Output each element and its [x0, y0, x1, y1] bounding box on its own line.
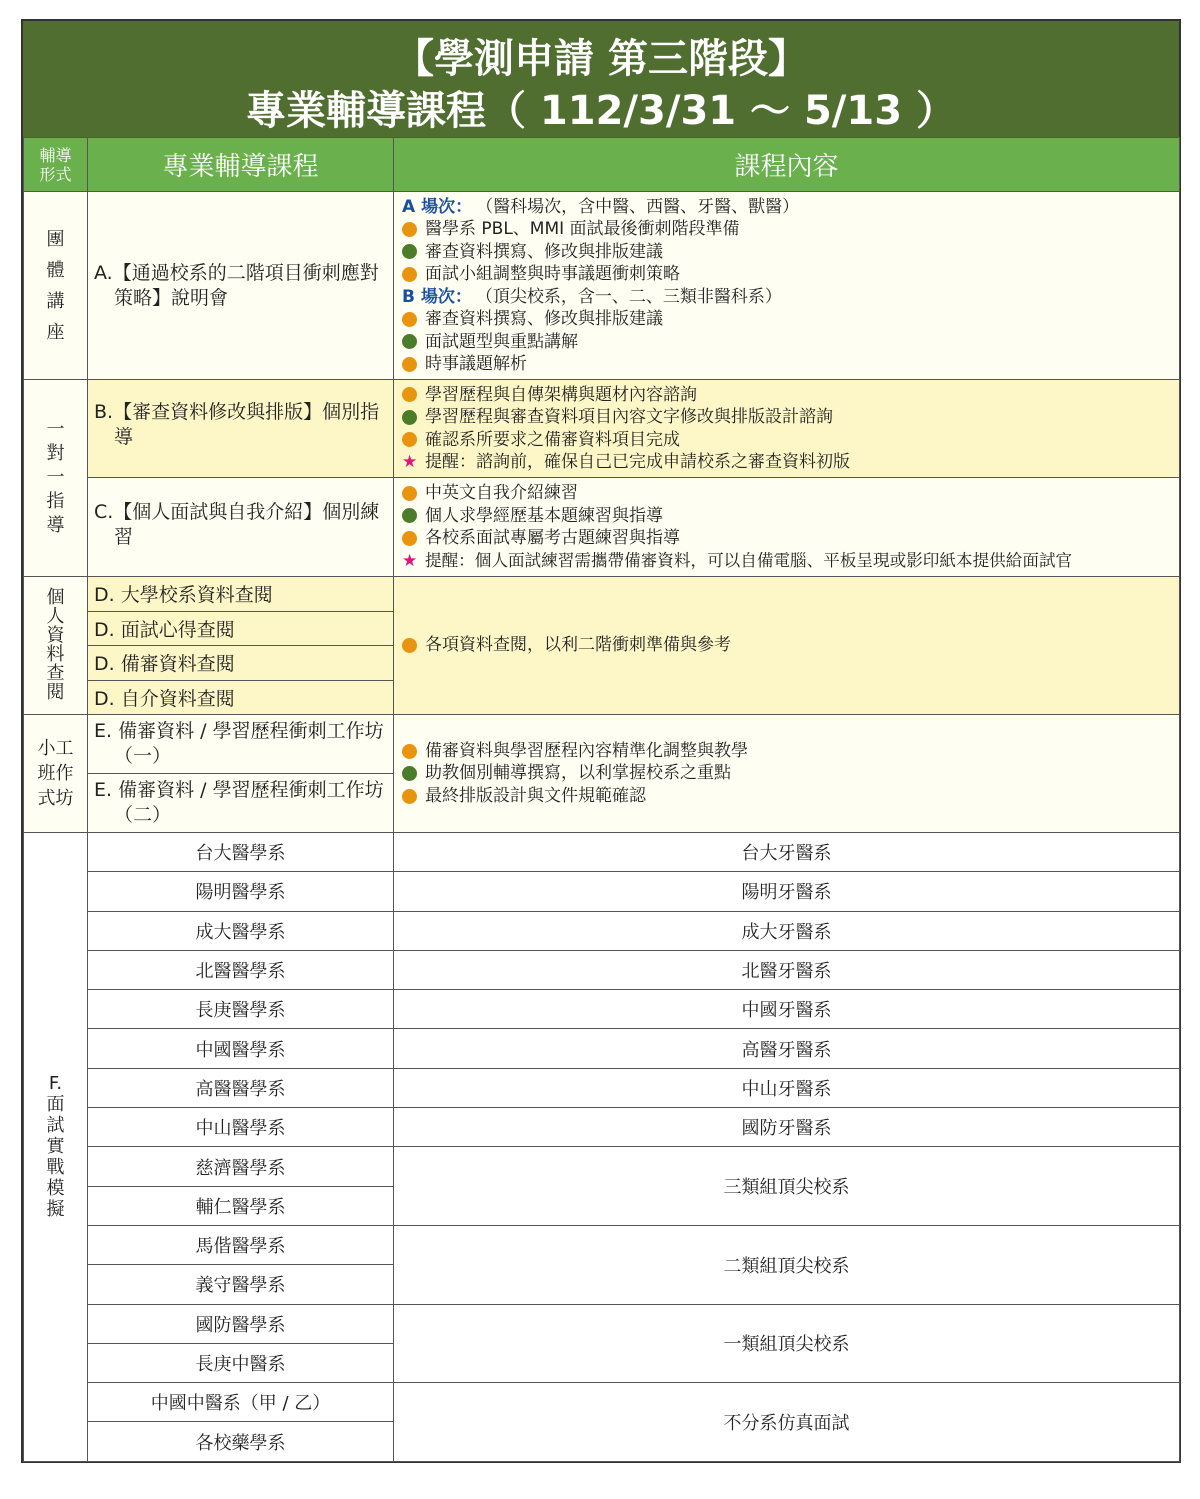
mock-row: [24, 950, 1180, 989]
list-item: 面試題型與重點講解: [402, 331, 1171, 354]
header-form: 輔導形式: [24, 138, 88, 192]
session-a-line: A 場次： （醫科場次，含中醫、西醫、牙醫、獸醫）: [402, 196, 800, 217]
workshop-e-row: [24, 715, 1180, 774]
mock-row: [24, 1108, 1180, 1147]
mock-left-cell: 國防醫學系: [88, 1304, 394, 1343]
form-mock-interview: F.面試實戰模擬: [24, 833, 88, 1462]
star-icon: ★: [402, 550, 418, 571]
group-lecture-row: [24, 192, 1180, 380]
orange-bullet-icon: [402, 432, 417, 447]
mock-row: [24, 990, 1180, 1029]
mock-row: [24, 1068, 1180, 1107]
course-c: C.【個人面試與自我介紹】個別練習: [88, 478, 394, 577]
mock-right-cell: 高醫牙醫系: [394, 1029, 1180, 1068]
session-b-label: B 場次：: [402, 286, 472, 307]
list-item: 審查資料撰寫、修改與排版建議: [402, 308, 1171, 331]
orange-bullet-icon: [402, 222, 417, 237]
mock-left-cell: 中國中醫系（甲 / 乙）: [88, 1383, 394, 1422]
mock-left-cell: 各校藥學系: [88, 1422, 394, 1461]
mock-left-cell: 義守醫學系: [88, 1265, 394, 1304]
mock-left-cell: 北醫醫學系: [88, 950, 394, 989]
green-bullet-icon: [402, 766, 417, 781]
mock-left-cell: 陽明醫學系: [88, 872, 394, 911]
reminder-line: ★ 提醒：諮詢前，確保自己已完成申請校系之審查資料初版: [402, 452, 850, 472]
list-item: 備審資料與學習歷程內容精準化調整與教學: [402, 740, 1171, 763]
form-personal-data: 個人資料查閱: [24, 577, 88, 715]
list-item: 個人求學經歷基本題練習與指導: [402, 505, 1171, 528]
list-item: 學習歷程與審查資料項目內容文字修改與排版設計諮詢: [402, 406, 1171, 429]
title-line-2: 專業輔導課程（ 112/3/31 ～ 5/13 ）: [245, 88, 957, 134]
course-b: B.【審查資料修改與排版】個別指導: [88, 380, 394, 478]
orange-bullet-icon: [402, 357, 417, 372]
green-bullet-icon: [402, 244, 417, 259]
mock-right-cell: 陽明牙醫系: [394, 872, 1180, 911]
course-table: [23, 137, 1180, 1462]
orange-bullet-icon: [402, 267, 417, 282]
course-a: A.【通過校系的二階項目衝刺應對策略】說明會: [88, 192, 394, 380]
content-b: [394, 380, 1180, 478]
mock-right-cell: 中國牙醫系: [394, 990, 1180, 1029]
mock-right-cell: 成大牙醫系: [394, 911, 1180, 950]
list-item: 各項資料查閱，以利二階衝刺準備與參考: [402, 634, 1171, 657]
list-item: 時事議題解析: [402, 353, 1171, 376]
mock-row: [24, 1029, 1180, 1068]
list-item: 醫學系 PBL、MMI 面試最後衝刺階段準備: [402, 218, 1171, 241]
title-line-1: 【學測申請 第三階段】: [394, 36, 808, 82]
content-c: [394, 478, 1180, 577]
title-banner: [23, 21, 1179, 137]
mock-left-cell: 中山醫學系: [88, 1108, 394, 1147]
mock-row: [24, 872, 1180, 911]
schedule-sheet: [21, 19, 1181, 1463]
mock-right-cell: 中山牙醫系: [394, 1068, 1180, 1107]
mock-left-cell: 成大醫學系: [88, 911, 394, 950]
mock-row: [24, 1304, 1180, 1343]
one-on-one-c-row: [24, 478, 1180, 577]
mock-right-cell: 國防牙醫系: [394, 1108, 1180, 1147]
mock-row: [24, 1383, 1180, 1422]
course-d: D. 備審資料查閱: [88, 646, 394, 681]
orange-bullet-icon: [402, 531, 417, 546]
star-icon: ★: [402, 452, 418, 472]
mock-left-cell: 長庚醫學系: [88, 990, 394, 1029]
mock-row: [24, 833, 1180, 872]
green-bullet-icon: [402, 334, 417, 349]
orange-bullet-icon: [402, 744, 417, 759]
green-bullet-icon: [402, 410, 417, 425]
list-item: 審查資料撰寫、修改與排版建議: [402, 241, 1171, 264]
mock-right-cell: 一類組頂尖校系: [394, 1304, 1180, 1383]
course-d: D. 大學校系資料查閱: [88, 577, 394, 612]
form-workshop: 小工班作式坊: [24, 715, 88, 833]
mock-row: [24, 1147, 1180, 1186]
orange-bullet-icon: [402, 387, 417, 402]
form-one-on-one: 一對一指導: [24, 380, 88, 577]
course-e: E. 備審資料 / 學習歷程衝刺工作坊（一）: [88, 715, 394, 774]
header-row: [24, 138, 1180, 192]
course-e: E. 備審資料 / 學習歷程衝刺工作坊（二）: [88, 774, 394, 833]
mock-right-cell: 三類組頂尖校系: [394, 1147, 1180, 1226]
list-item: 面試小組調整與時事議題衝刺策略: [402, 263, 1171, 286]
personal-d-row: [24, 577, 1180, 612]
content-d: [394, 577, 1180, 715]
content-a: [394, 192, 1180, 380]
header-content: 課程內容: [394, 138, 1180, 192]
course-d: D. 自介資料查閱: [88, 680, 394, 715]
orange-bullet-icon: [402, 789, 417, 804]
list-item: 助教個別輔導撰寫，以利掌握校系之重點: [402, 762, 1171, 785]
mock-left-cell: 中國醫學系: [88, 1029, 394, 1068]
mock-right-cell: 北醫牙醫系: [394, 950, 1180, 989]
list-item: 學習歷程與自傳架構與題材內容諮詢: [402, 384, 1171, 407]
mock-left-cell: 馬偕醫學系: [88, 1225, 394, 1264]
orange-bullet-icon: [402, 312, 417, 327]
mock-left-cell: 台大醫學系: [88, 833, 394, 872]
reminder-line: ★ 提醒：個人面試練習需攜帶備審資料，可以自備電腦、平板呈現或影印紙本提供給面試官: [402, 550, 1073, 571]
mock-right-cell: 台大牙醫系: [394, 833, 1180, 872]
course-d: D. 面試心得查閱: [88, 611, 394, 646]
mock-left-cell: 慈濟醫學系: [88, 1147, 394, 1186]
mock-right-cell: 二類組頂尖校系: [394, 1225, 1180, 1304]
orange-bullet-icon: [402, 486, 417, 501]
session-a-label: A 場次：: [402, 196, 473, 217]
one-on-one-b-row: [24, 380, 1180, 478]
content-e: [394, 715, 1180, 833]
mock-left-cell: 輔仁醫學系: [88, 1186, 394, 1225]
header-course: 專業輔導課程: [88, 138, 394, 192]
list-item: 確認系所要求之備審資料項目完成: [402, 429, 1171, 452]
mock-left-cell: 長庚中醫系: [88, 1343, 394, 1382]
mock-right-cell: 不分系仿真面試: [394, 1383, 1180, 1462]
mock-row: [24, 1225, 1180, 1264]
orange-bullet-icon: [402, 638, 417, 653]
mock-row: [24, 911, 1180, 950]
list-item: 各校系面試專屬考古題練習與指導: [402, 527, 1171, 550]
list-item: 最終排版設計與文件規範確認: [402, 785, 1171, 808]
green-bullet-icon: [402, 508, 417, 523]
mock-left-cell: 高醫醫學系: [88, 1068, 394, 1107]
list-item: 中英文自我介紹練習: [402, 482, 1171, 505]
form-group-lecture: 團體講座: [24, 192, 88, 380]
session-b-line: B 場次： （頂尖校系，含一、二、三類非醫科系）: [402, 286, 782, 307]
